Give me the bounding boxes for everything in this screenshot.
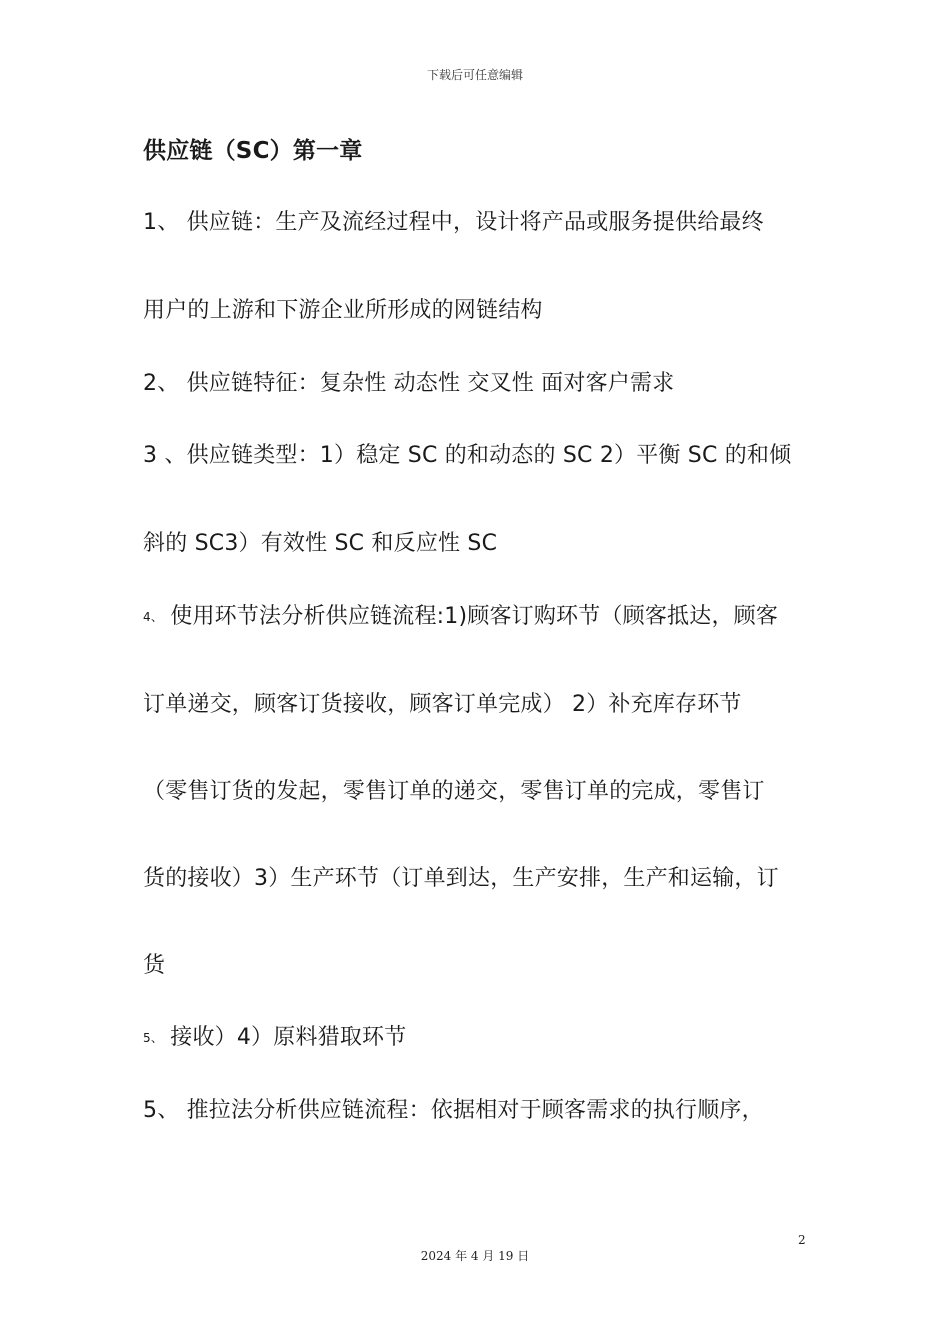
paragraph-line: 货的接收）3）生产环节（订单到达，生产安排，生产和运输，订 [143,866,779,891]
paragraph-line: 5、 推拉法分析供应链流程：依据相对于顾客需求的执行顺序， [143,1098,764,1123]
paragraph-text: 使用环节法分析供应链流程:1)顾客订购环节（顾客抵达，顾客 [170,604,779,629]
paragraph-line: 1、 供应链：生产及流经过程中，设计将产品或服务提供给最终 [143,210,764,235]
list-number: 4、 [143,610,164,624]
paragraph-line: 货 [143,953,166,978]
paragraph-line: 订单递交，顾客订货接收，顾客订单完成） 2）补充库存环节 [143,692,742,717]
paragraph-line: 斜的 SC3）有效性 SC 和反应性 SC [143,531,498,556]
paragraph-line: （零售订货的发起，零售订单的递交，零售订单的完成，零售订 [143,779,765,804]
paragraph-line: 2、 供应链特征：复杂性 动态性 交叉性 面对客户需求 [143,371,675,396]
paragraph-line-item-5 [143,1024,406,1052]
paragraph-line-item-4 [143,603,778,631]
list-number: 5、 [143,1031,164,1045]
paragraph-text: 接收）4）原料猎取环节 [170,1025,407,1050]
paragraph-line: 用户的上游和下游企业所形成的网链结构 [143,298,543,323]
paragraph-line: 3 、供应链类型：1）稳定 SC 的和动态的 SC 2）平衡 SC 的和倾 [143,443,792,468]
page-number: 2 [798,1233,806,1247]
document-title: 供应链（SC）第一章 [143,138,363,164]
page-header: 下载后可任意编辑 [426,68,523,82]
footer-date: 2024 年 4 月 19 日 [420,1249,530,1263]
